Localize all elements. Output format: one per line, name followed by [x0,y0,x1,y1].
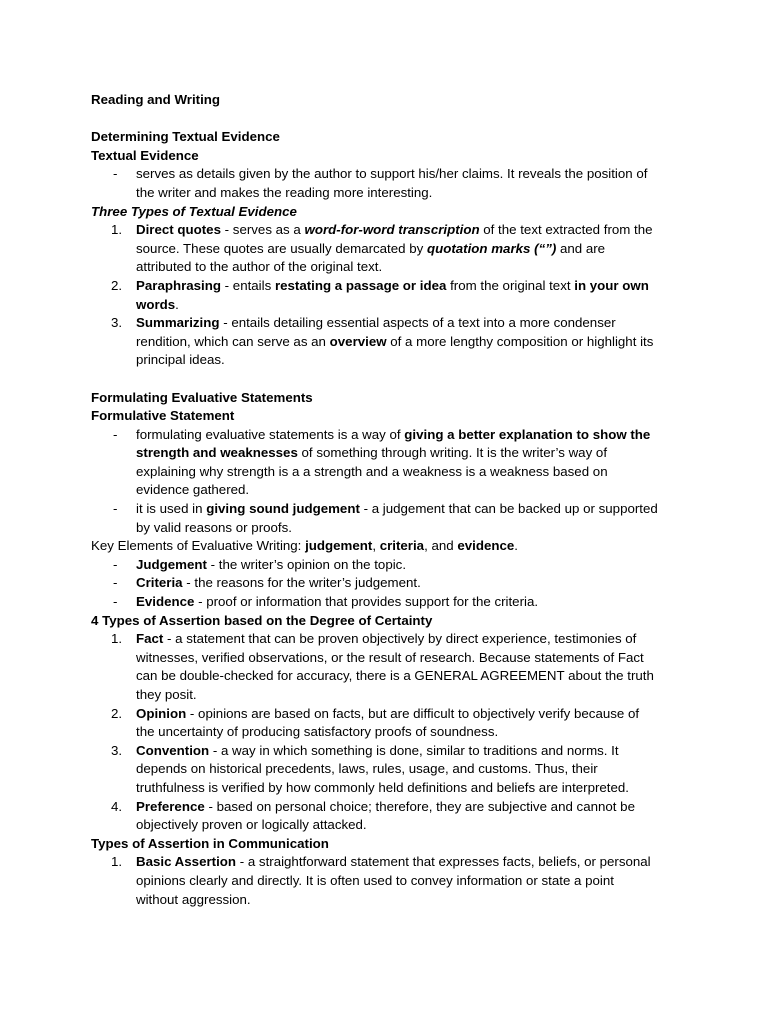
list-item-fact: 1. Fact - a statement that can be proven objectively by direct experience, testimonies of witnesses, verified observations, or the result of research. Because statements of Fact can be double-checked for accuracy, there is a GENERAL AGREEMENT about the truth they posit. [91,630,683,704]
dash-marker: - [113,166,118,182]
subheading-three-types: Three Types of Textual Evidence [91,203,297,219]
list-number: 2. [111,705,123,721]
dash-marker: - [113,594,118,610]
subheading-textual-evidence: Textual Evidence [91,147,199,163]
list-item: - serves as details given by the author to support his/her claims. It reveals the position of the writer and makes the reading more interesting. [91,165,683,202]
dash-marker: - [113,575,118,591]
dash-marker: - [113,426,118,442]
list-item-criteria: - Criteria - the reasons for the writer’s judgement. [91,574,683,593]
list-item-evidence: - Evidence - proof or information that provides support for the criteria. [91,593,683,612]
list-item-summarizing: 3. Summarizing - entails detailing essential aspects of a text into a more condenser rendition, which can serve as an overview of a more lengthy composition or highlight its principal ideas. [91,314,683,370]
document-content [91,91,683,909]
section-heading-evaluative-statements: Formulating Evaluative Statements [91,389,313,405]
list-item-preference: 4. Preference - based on personal choice; therefore, they are subjective and cannot be objectively proven or logically attacked. [91,798,683,835]
document-title: Reading and Writing [91,92,221,107]
section-heading-assertion-communication: Types of Assertion in Communication [91,835,329,851]
subheading-formulative-statement: Formulative Statement [91,408,235,424]
dash-marker: - [113,556,118,572]
section-heading-textual-evidence: Determining Textual Evidence [91,129,280,145]
list-number: 1. [111,631,123,647]
list-number: 1. [111,222,123,238]
list-number: 3. [111,742,123,758]
section-heading-assertion-certainty: 4 Types of Assertion based on the Degree of Certainty [91,612,433,628]
list-number: 4. [111,798,123,814]
list-item-direct-quotes: 1. Direct quotes - serves as a word-for-word transcription of the text extracted from the source. These quotes are usually demarcated by quotation marks (“”) and are attributed to the author of the original text. [91,221,683,277]
list-item: - formulating evaluative statements is a way of giving a better explanation to show the strength and weaknesses of something through writing. It is the writer’s way of explaining why strength is a a strength and a weakness is a weakness based on evidence gathered. [91,426,683,500]
list-item-basic-assertion: 1. Basic Assertion - a straightforward statement that expresses facts, beliefs, or personal opinions clearly and directly. It is often used to convey information or state a point without aggression. [91,853,683,909]
dash-marker: - [113,501,118,517]
list-item-opinion: 2. Opinion - opinions are based on facts, but are difficult to objectively verify because of the uncertainty of producing satisfactory proofs of soundness. [91,705,683,742]
list-item: - it is used in giving sound judgement - a judgement that can be backed up or supported by valid reasons or proofs. [91,500,683,537]
list-item-judgement: - Judgement - the writer’s opinion on the topic. [91,556,683,575]
list-number: 1. [111,854,123,870]
key-elements-line: Key Elements of Evaluative Writing: judgement, criteria, and evidence. [91,538,518,554]
list-number: 3. [111,315,123,331]
list-number: 2. [111,277,123,293]
list-item-convention: 3. Convention - a way in which something is done, similar to traditions and norms. It depends on historical precedents, laws, rules, usage, and customs. Thus, their truthfulness is verified by how commonly held definitions and beliefs are interpreted. [91,742,683,798]
list-item-paraphrasing: 2. Paraphrasing - entails restating a passage or idea from the original text in your own words. [91,277,683,314]
